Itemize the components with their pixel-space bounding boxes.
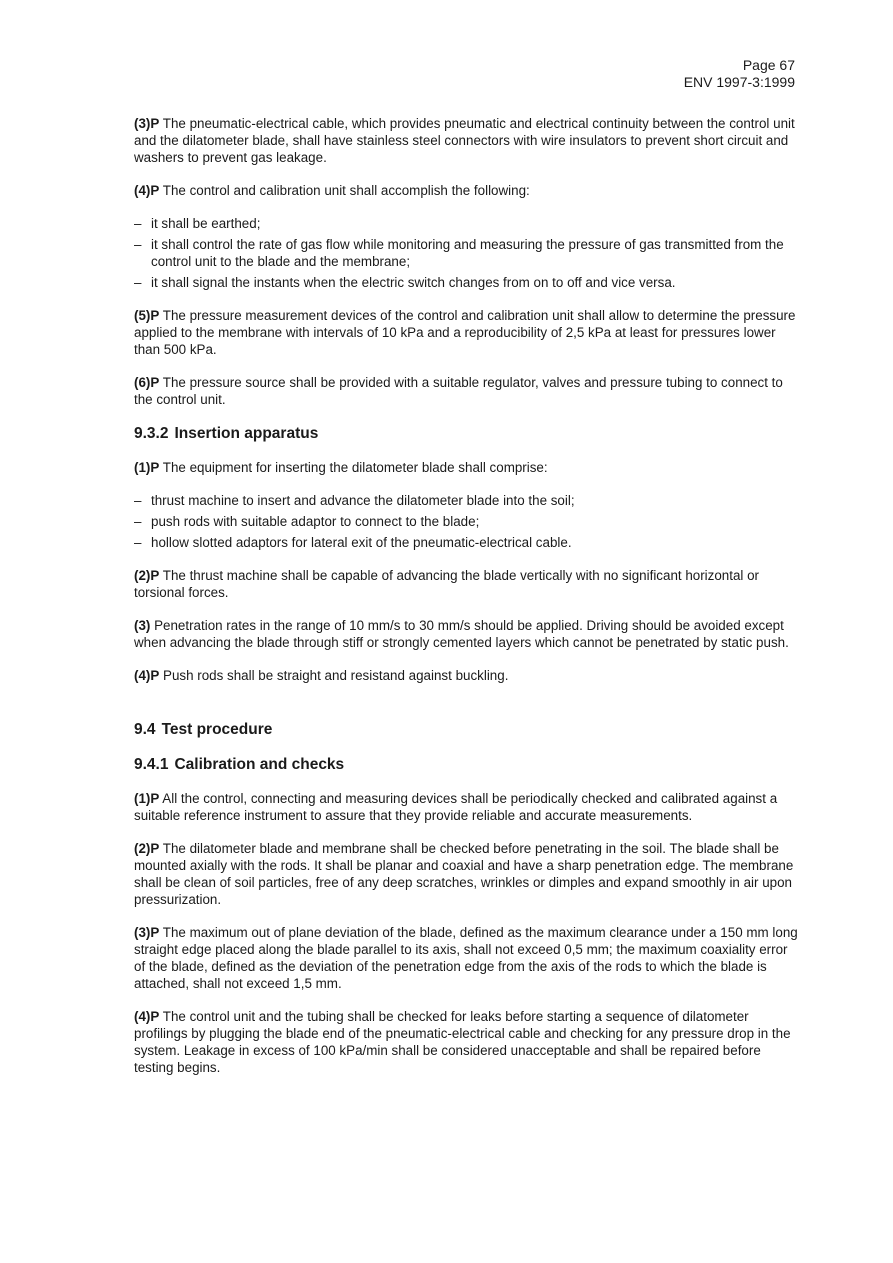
clause-text: Push rods shall be straight and resistand against buckling. <box>159 668 509 683</box>
section-number: 9.3.2 <box>134 425 169 442</box>
clause-label: (5)P <box>134 308 160 323</box>
list-item: – it shall signal the instants when the electric switch changes from on to off and vice versa. <box>134 274 800 291</box>
page-header <box>684 57 795 91</box>
list-item: – it shall be earthed; <box>134 215 800 232</box>
clause-text: The pressure measurement devices of the control and calibration unit shall allow to determine the pressure applied to the membrane with intervals of 10 kPa and a reproducibility of 2,5 kPa at least for pressures lower than 500 kPa. <box>134 308 796 357</box>
list-item: – thrust machine to insert and advance the dilatometer blade into the soil; <box>134 492 800 509</box>
clause-label: (3)P <box>134 925 160 940</box>
page-content <box>134 115 800 1092</box>
section-heading-9-4 <box>134 720 800 739</box>
spacer <box>134 700 800 720</box>
paragraph-2p-blade-membrane-check <box>134 840 800 908</box>
clause-text: The pressure source shall be provided with a suitable regulator, valves and pressure tubing to connect to the control unit. <box>134 375 783 407</box>
section-number: 9.4.1 <box>134 756 169 773</box>
clause-label: (1)P <box>134 460 160 475</box>
page-number: Page 67 <box>742 57 795 73</box>
clause-text: The control unit and the tubing shall be checked for leaks before starting a sequence of dilatometer profilings by plugging the blade end of the pneumatic-electrical cable and checking for any pressure drop in the system. Leakage in excess of 100 kPa/min shall be considered unacceptable and shall be repaired before testing begins. <box>134 1009 791 1075</box>
clause-text: All the control, connecting and measuring devices shall be periodically checked and calibrated against a suitable reference instrument to assure that they provide reliable and accurate measurements. <box>134 791 778 823</box>
clause-text: The control and calibration unit shall accomplish the following: <box>159 183 530 198</box>
section-title: Test procedure <box>161 721 273 738</box>
paragraph-4p-push-rods <box>134 667 800 684</box>
paragraph-6p-pressure-source <box>134 374 800 408</box>
insertion-equipment-list <box>134 492 800 551</box>
paragraph-1p-equipment <box>134 459 800 476</box>
clause-text: The thrust machine shall be capable of advancing the blade vertically with no significant horizontal or torsional forces. <box>134 568 760 600</box>
section-title: Insertion apparatus <box>174 425 319 442</box>
clause-text: The pneumatic-electrical cable, which provides pneumatic and electrical continuity between the control unit and the dilatometer blade, shall have stainless steel connectors with wire insulators to prevent short circuit and washers to prevent gas leakage. <box>134 116 795 165</box>
paragraph-2p-thrust-machine <box>134 567 800 601</box>
paragraph-3p-cable <box>134 115 800 166</box>
clause-text: The equipment for inserting the dilatometer blade shall comprise: <box>159 460 548 475</box>
clause-label: (4)P <box>134 668 160 683</box>
clause-text: Penetration rates in the range of 10 mm/s to 30 mm/s should be applied. Driving should be avoided except when advancing the blade through stiff or strongly cemented layers which cannot be penetrated by static push. <box>134 618 789 650</box>
list-item: – hollow slotted adaptors for lateral exit of the pneumatic-electrical cable. <box>134 534 800 551</box>
control-unit-requirements-list <box>134 215 800 291</box>
paragraph-5p-pressure-measurement <box>134 307 800 358</box>
list-item: – push rods with suitable adaptor to connect to the blade; <box>134 513 800 530</box>
clause-label: (2)P <box>134 568 160 583</box>
paragraph-1p-devices-calibration <box>134 790 800 824</box>
clause-label: (4)P <box>134 1009 160 1024</box>
clause-text: The dilatometer blade and membrane shall be checked before penetrating in the soil. The blade shall be mounted axially with the rods. It shall be planar and coaxial and have a sharp penetration edge. The membrane shall be clean of soil particles, free of any deep scratches, wrinkles or dimples and expand smoothly in air upon pressurization. <box>134 841 794 907</box>
clause-label: (4)P <box>134 183 160 198</box>
list-item: – it shall control the rate of gas flow while monitoring and measuring the pressure of gas transmitted from the control unit to the blade and the membrane; <box>134 236 800 270</box>
clause-text: The maximum out of plane deviation of the blade, defined as the maximum clearance under a 150 mm long straight edge placed along the blade parallel to its axis, shall not exceed 0,5 mm; the maximum coaxiality error of the blade, defined as the deviation of the penetration edge from the axis of the rods to which the blade is attached, shall not exceed 1,5 mm. <box>134 925 798 991</box>
clause-label: (3) <box>134 618 151 633</box>
clause-label: (6)P <box>134 375 160 390</box>
section-heading-9-3-2 <box>134 424 800 443</box>
section-number: 9.4 <box>134 721 156 738</box>
paragraph-3p-blade-deviation <box>134 924 800 992</box>
paragraph-4p-leak-check <box>134 1008 800 1076</box>
clause-label: (1)P <box>134 791 160 806</box>
paragraph-3-penetration-rates <box>134 617 800 651</box>
section-title: Calibration and checks <box>174 756 345 773</box>
paragraph-4p-control-unit <box>134 182 800 199</box>
standard-code: ENV 1997-3:1999 <box>683 74 795 90</box>
section-heading-9-4-1 <box>134 755 800 774</box>
clause-label: (3)P <box>134 116 160 131</box>
clause-label: (2)P <box>134 841 160 856</box>
